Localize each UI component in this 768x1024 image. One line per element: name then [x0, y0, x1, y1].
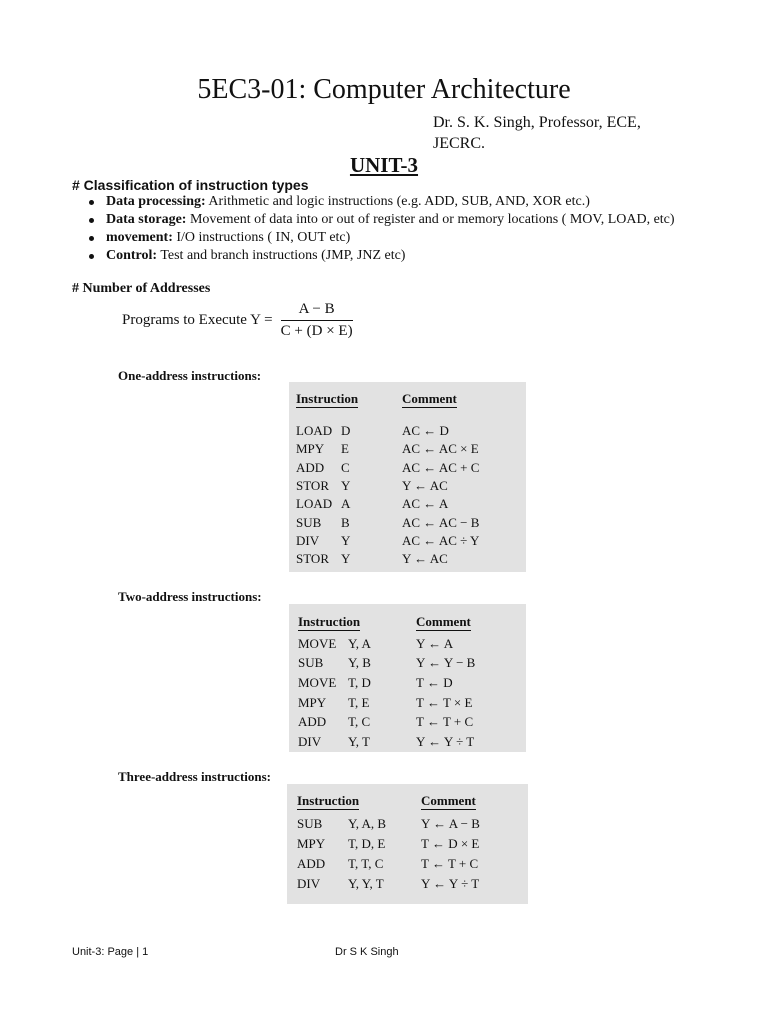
addresses-heading: # Number of Addresses — [72, 281, 211, 296]
column-header-comment: Comment — [402, 391, 457, 406]
instruction-op: ADD — [296, 459, 325, 475]
instruction-args: A — [341, 496, 351, 512]
table-row — [297, 834, 480, 854]
instruction-op: MOVE — [298, 674, 337, 690]
instruction-op: DIV — [296, 532, 320, 548]
instruction-comment: AC ← AC − B — [402, 514, 480, 530]
author-line-2: JECRC. — [433, 135, 486, 152]
three-address-table — [287, 784, 528, 904]
instruction-op: SUB — [296, 514, 322, 530]
instruction-op: SUB — [298, 655, 324, 671]
author-block — [433, 112, 641, 154]
table-row — [298, 654, 475, 674]
list-item — [89, 229, 675, 247]
instruction-args: Y, T — [348, 733, 370, 749]
bullet-term: Control: — [106, 248, 158, 263]
instruction-args: B — [341, 514, 350, 530]
table-row — [296, 477, 479, 495]
instruction-args: C — [341, 459, 350, 475]
program-equation — [122, 299, 355, 341]
instruction-args: E — [341, 441, 349, 457]
instruction-comment: T ← T × E — [416, 694, 473, 710]
instruction-args: Y — [341, 551, 351, 567]
table-row — [296, 550, 479, 568]
one-address-heading: One-address instructions: — [118, 368, 262, 383]
table-row — [297, 814, 480, 834]
table-row — [298, 634, 475, 654]
column-header-instruction: Instruction — [298, 614, 361, 629]
instruction-args: Y, Y, T — [348, 876, 384, 891]
bullet-text: Test and branch instructions (JMP, JNZ etc) — [157, 248, 406, 263]
bullet-text: I/O instructions ( IN, OUT etc) — [172, 230, 351, 245]
instruction-args: Y, A — [348, 635, 371, 651]
instruction-op: DIV — [297, 876, 321, 891]
instruction-op: SUB — [297, 816, 323, 831]
instruction-args: Y, B — [348, 655, 371, 671]
instruction-op: STOR — [296, 551, 329, 567]
instruction-comment: T ← T + C — [416, 714, 474, 730]
one-address-table — [289, 382, 526, 572]
instruction-comment: AC ← AC + C — [402, 459, 480, 475]
instruction-args: T, D, E — [348, 836, 386, 851]
table-row — [297, 854, 480, 874]
table-row — [296, 495, 479, 513]
instruction-comment: Y ← Y ÷ T — [421, 876, 480, 891]
instruction-comment: T ← D — [416, 674, 453, 690]
instruction-op: ADD — [297, 856, 326, 871]
instruction-comment: Y ← AC — [402, 478, 448, 494]
instruction-comment: Y ← Y − B — [416, 655, 476, 671]
instruction-op: STOR — [296, 478, 329, 494]
instruction-args: T, T, C — [348, 856, 384, 871]
table-row — [298, 673, 475, 693]
instruction-op: DIV — [298, 733, 322, 749]
instruction-comment: Y ← A − B — [421, 816, 480, 831]
equation-numerator: A − B — [281, 301, 353, 321]
table-row — [296, 513, 479, 531]
equation-lhs: Programs to Execute Y = — [122, 311, 273, 328]
bullet-text: Movement of data into or out of register and or memory locations ( MOV, LOAD, etc) — [186, 212, 675, 227]
list-item — [89, 247, 675, 265]
bullet-term: Data processing: — [106, 194, 206, 209]
instruction-args: Y, A, B — [348, 816, 387, 831]
instruction-op: LOAD — [296, 423, 333, 439]
list-item — [89, 211, 675, 229]
instruction-comment: T ← D × E — [421, 836, 480, 851]
instruction-comment: T ← T + C — [421, 856, 479, 871]
footer-page-number: Unit-3: Page | 1 — [72, 946, 149, 958]
instruction-comment: AC ← AC × E — [402, 441, 479, 457]
equation-denominator: C + (D × E) — [280, 322, 353, 339]
unit-heading: UNIT-3 — [349, 153, 419, 177]
instruction-comment: AC ← A — [402, 496, 449, 512]
table-row — [298, 693, 475, 713]
column-header-instruction: Instruction — [297, 793, 360, 808]
bullet-term: movement: — [106, 230, 173, 245]
instruction-op: MOVE — [298, 635, 337, 651]
instruction-op: MPY — [296, 441, 325, 457]
list-item — [89, 193, 675, 211]
column-header-comment: Comment — [416, 614, 471, 629]
three-address-heading: Three-address instructions: — [118, 769, 271, 784]
equation-fraction — [279, 301, 355, 340]
two-address-heading: Two-address instructions: — [118, 589, 262, 604]
author-line-1: Dr. S. K. Singh, Professor, ECE, — [433, 114, 641, 131]
instruction-op: MPY — [298, 694, 327, 710]
instruction-comment: Y ← Y ÷ T — [416, 733, 475, 749]
instruction-args: T, E — [348, 694, 370, 710]
column-header-instruction: Instruction — [296, 391, 359, 406]
column-header-comment: Comment — [421, 793, 476, 808]
bullet-term: Data storage: — [106, 212, 187, 227]
instruction-args: Y — [341, 532, 351, 548]
instruction-op: ADD — [298, 714, 327, 730]
instruction-args: Y — [341, 478, 351, 494]
table-row — [296, 459, 479, 477]
instruction-comment: AC ← D — [402, 423, 449, 439]
document-title: 5EC3-01: Computer Architecture — [197, 74, 571, 105]
instruction-comment: AC ← AC ÷ Y — [402, 532, 480, 548]
instruction-args: T, D — [348, 674, 371, 690]
table-row — [298, 712, 475, 732]
table-row — [298, 732, 475, 752]
footer-author: Dr S K Singh — [335, 946, 399, 958]
table-row — [296, 440, 479, 458]
instruction-comment: Y ← A — [416, 635, 454, 651]
table-row — [297, 874, 480, 894]
instruction-args: T, C — [348, 714, 371, 730]
classification-list — [89, 193, 675, 265]
table-row — [296, 422, 479, 440]
bullet-text: Arithmetic and logic instructions (e.g. ADD, SUB, AND, XOR etc.) — [205, 194, 590, 209]
two-address-table — [289, 604, 526, 752]
instruction-comment: Y ← AC — [402, 551, 448, 567]
classification-heading: # Classification of instruction types — [72, 177, 309, 193]
instruction-op: MPY — [297, 836, 326, 851]
instruction-op: LOAD — [296, 496, 333, 512]
instruction-args: D — [341, 423, 351, 439]
table-row — [296, 532, 479, 550]
